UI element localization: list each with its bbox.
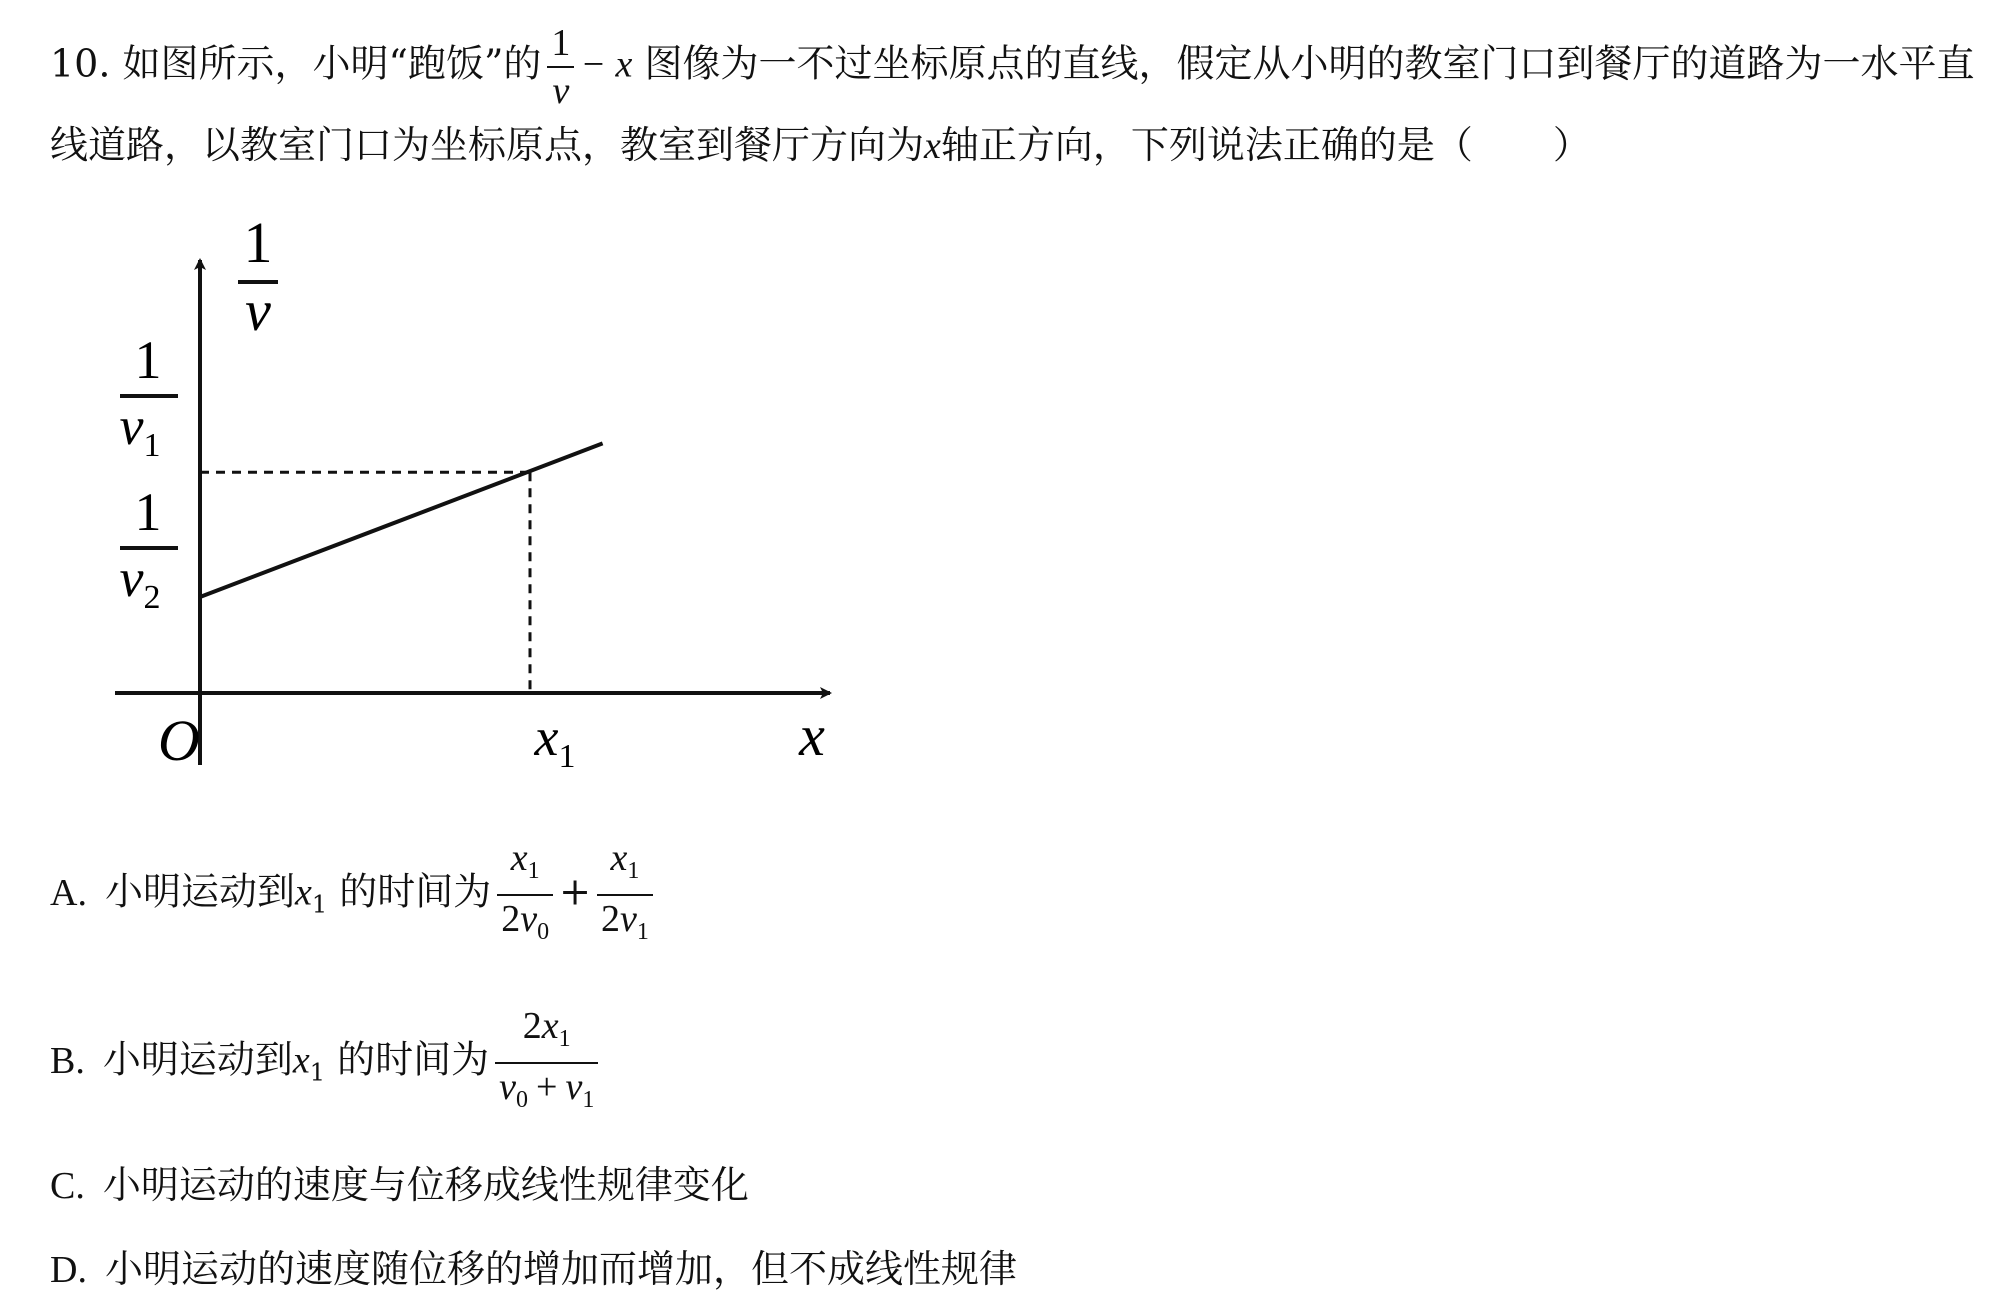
y-tick-upper-sub: 1	[143, 427, 161, 464]
option-b-den-v0-sub: 0	[516, 1087, 529, 1113]
fraction-denominator: v	[552, 70, 570, 112]
option-d-text: 小明运动的速度随位移的增加而增加，但不成线性规律	[104, 1247, 1017, 1291]
option-b-text: 小明运动到	[102, 1037, 293, 1082]
option-a-label: A.	[50, 871, 87, 914]
option-b-num-coef: 2	[522, 1005, 542, 1047]
option-b[interactable]	[50, 1003, 604, 1123]
series-line	[200, 443, 603, 597]
x-tick-var: x	[534, 707, 559, 767]
x-tick-sub: 1	[558, 738, 576, 775]
y-tick-upper-numerator: 1	[134, 330, 162, 390]
option-b-label: B.	[50, 1039, 85, 1082]
close-paren: ）	[1552, 123, 1591, 167]
y-tick-lower-denominator	[120, 548, 161, 616]
option-c-label: C.	[50, 1165, 85, 1207]
option-a-t1-num-sub: 1	[527, 858, 540, 884]
y-tick-lower-v: v	[119, 548, 144, 608]
option-a-text: 小明运动到	[104, 869, 295, 914]
option-b-den	[495, 1064, 598, 1123]
option-b-fraction	[495, 1003, 598, 1123]
x-axis-label: x	[799, 703, 825, 768]
fraction-numerator: 1	[551, 22, 571, 64]
option-a[interactable]	[50, 835, 659, 955]
x-tick-label	[534, 707, 576, 775]
option-b-num	[519, 1003, 575, 1062]
y-tick-lower-sub: 2	[143, 579, 161, 616]
question-line2-part2: 轴正方向，下列说法正确的是（	[940, 123, 1473, 167]
question-line2-part1: 线道路，以教室门口为坐标原点，教室到餐厅方向为	[50, 123, 925, 167]
option-a-t2-den-sub: 1	[636, 919, 649, 945]
question-line-2	[50, 122, 1591, 169]
y-axis-label-denominator: v	[245, 278, 271, 343]
option-b-den-plus: +	[536, 1066, 558, 1108]
y-tick-lower-numerator: 1	[134, 482, 162, 542]
option-a-t1-den-coef: 2	[501, 898, 521, 940]
option-b-var-sub: 1	[309, 1058, 326, 1087]
option-d[interactable]	[50, 1246, 1017, 1293]
question-text-part1: 如图所示，小明“跑饭”的	[122, 41, 542, 86]
question-line-1	[50, 20, 1975, 114]
axis-variable: x	[924, 125, 941, 167]
option-a-t2-den-coef: 2	[600, 898, 620, 940]
question-number: 10.	[50, 41, 111, 86]
option-a-text2: 的时间为	[339, 869, 492, 914]
option-b-num-sub: 1	[558, 1026, 571, 1052]
option-b-den-v1-sub: 1	[582, 1087, 595, 1113]
option-d-label: D.	[50, 1249, 87, 1291]
y-axis-label-numerator: 1	[243, 210, 273, 275]
option-a-plus: +	[559, 869, 591, 914]
y-tick-upper-denominator	[120, 396, 161, 464]
option-a-t2-den-var: v	[619, 898, 637, 940]
minus-x: − x	[580, 43, 633, 86]
option-b-den-v1: v	[565, 1066, 583, 1108]
option-a-term2-fraction	[597, 835, 653, 955]
option-a-t1-den-sub: 0	[537, 919, 550, 945]
option-c[interactable]	[50, 1162, 749, 1209]
inverse-v-fraction	[547, 20, 574, 114]
option-a-term1-fraction	[497, 835, 553, 955]
option-c-text: 小明运动的速度与位移成线性规律变化	[102, 1163, 749, 1207]
option-a-t2-num-sub: 1	[627, 858, 640, 884]
option-a-t1-num-var: x	[510, 837, 528, 879]
option-b-den-v0: v	[499, 1066, 517, 1108]
option-a-term1-num	[507, 835, 544, 894]
option-a-t2-num-var: x	[610, 837, 628, 879]
question-text-part2: 图像为一不过坐标原点的直线，假定从小明的教室门口到餐厅的道路为一水平直	[644, 41, 1975, 86]
option-a-var-sub: 1	[311, 890, 328, 919]
y-tick-upper-v: v	[119, 396, 144, 456]
option-a-term2-num	[606, 835, 643, 894]
option-b-var: x	[292, 1039, 310, 1082]
origin-label: O	[158, 708, 200, 773]
option-a-term1-den	[497, 896, 553, 955]
inverse-velocity-position-graph	[100, 200, 860, 780]
option-b-num-var: x	[541, 1005, 559, 1047]
option-b-text2: 的时间为	[337, 1037, 490, 1082]
option-a-term2-den	[597, 896, 653, 955]
option-a-var: x	[294, 871, 312, 914]
option-a-t1-den-var: v	[520, 898, 538, 940]
